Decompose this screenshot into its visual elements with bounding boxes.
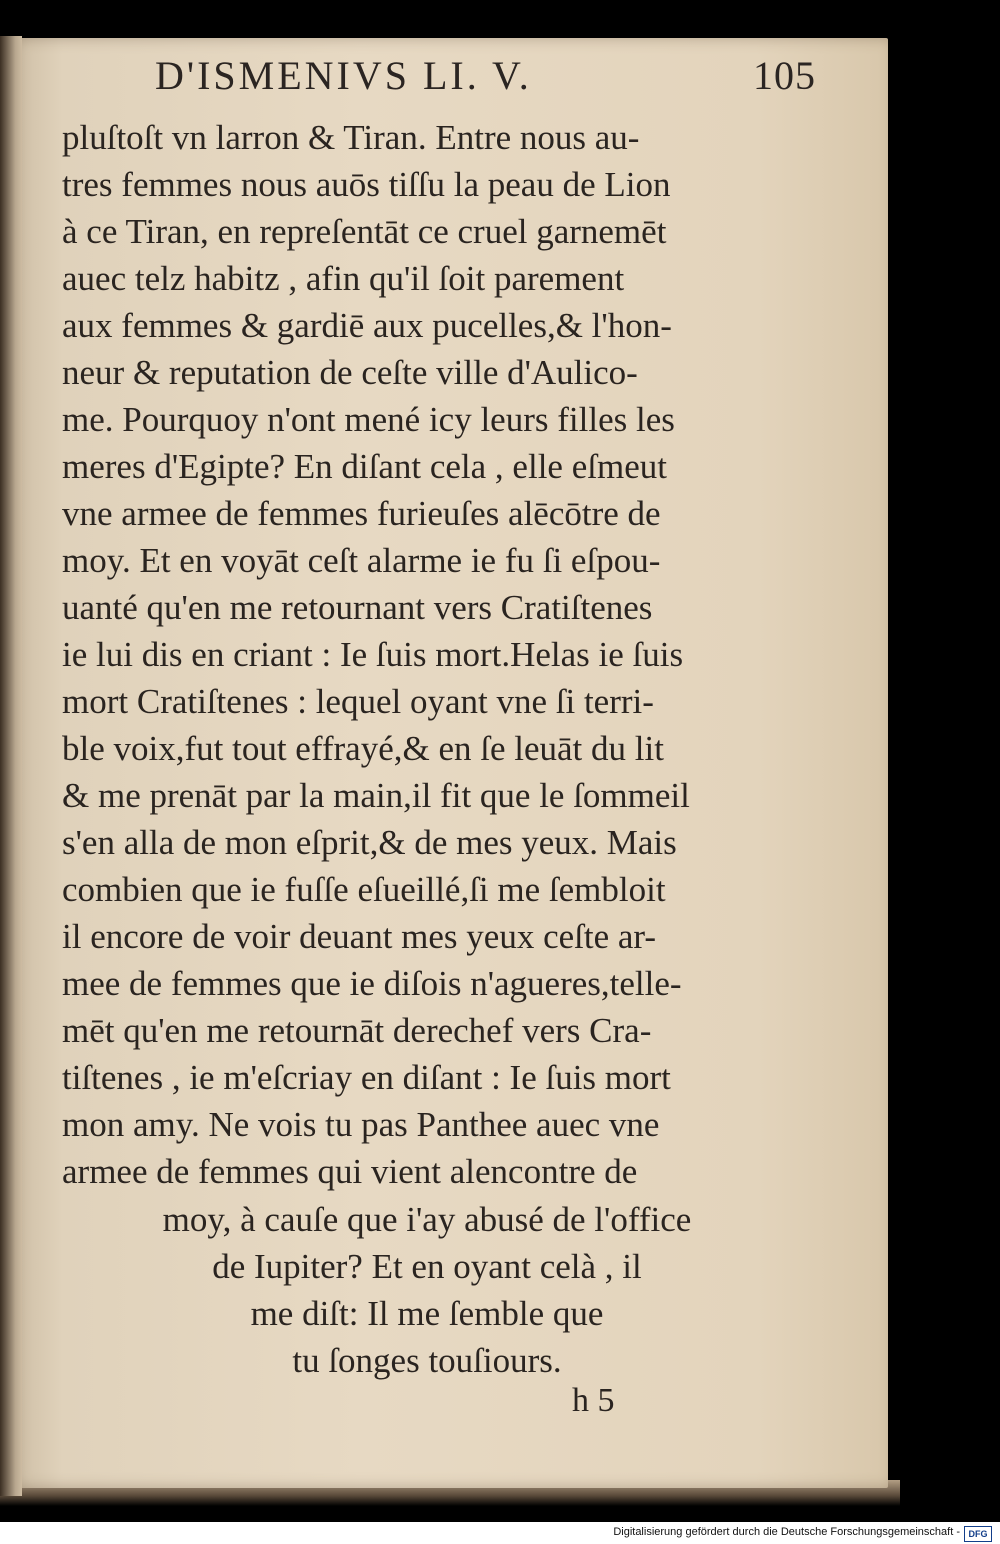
text-line: auec telz habitz , afin qu'il ſoit parement (62, 259, 625, 298)
text-line: ble voix,fut tout effrayé,& en ſe leuāt du lit (62, 729, 664, 768)
text-line: tiſtenes , ie m'eſcriay en diſant : Ie ſuis mort (62, 1058, 671, 1097)
page-number: 105 (753, 53, 816, 98)
running-head-title: D'ISMENIVS LI. V. (155, 53, 532, 98)
text-line: aux femmes & gardiē aux pucelles,& l'hon- (62, 306, 672, 345)
text-line: & me prenāt par la main,il fit que le ſommeil (62, 776, 690, 815)
text-line: ie lui dis en criant : Ie ſuis mort.Helas ie ſuis (62, 635, 684, 674)
funding-credit: Digitalisierung gefördert durch die Deutsche Forschungsgemeinschaft - (613, 1526, 960, 1538)
tail-line: de Iupiter? Et en oyant celà , il (212, 1247, 642, 1286)
tail-line: moy, à cauſe que i'ay abusé de l'office (162, 1200, 692, 1239)
signature-mark: h 5 (572, 1382, 615, 1419)
text-line: mee de femmes que ie diſois n'agueres,telle- (62, 964, 682, 1003)
text-line: me. Pourquoy n'ont mené icy leurs filles les (62, 400, 675, 439)
body-text (62, 114, 792, 1195)
text-line: il encore de voir deuant mes yeux ceſte ar- (62, 917, 657, 956)
page-gutter-edge (0, 36, 22, 1496)
text-line: mort Cratiſtenes : lequel oyant vne ſi terri- (62, 682, 654, 721)
text-line: à ce Tiran, en repreſentāt ce cruel garnemēt (62, 212, 667, 251)
text-line: meres d'Egipte? En diſant cela , elle eſmeut (62, 447, 667, 486)
text-line: tres femmes nous auōs tiſſu la peau de Lion (62, 165, 671, 204)
tail-line: me diſt: Il me ſemble que (250, 1294, 604, 1333)
text-line: neur & reputation de ceſte ville d'Aulico- (62, 353, 638, 392)
text-line: moy. Et en voyāt ceſt alarme ie fu ſi eſpou- (62, 541, 661, 580)
text-line: combien que ie fuſſe eſueillé,ſi me ſembloit (62, 870, 666, 909)
text-line: armee de femmes qui vient alencontre de (62, 1152, 638, 1191)
digitization-footer (0, 1522, 1000, 1544)
tapered-conclusion (62, 1196, 792, 1384)
running-head (155, 52, 815, 102)
text-line: pluſtoſt vn larron & Tiran. Entre nous au- (62, 118, 640, 157)
text-line: mon amy. Ne vois tu pas Panthee auec vne (62, 1105, 660, 1144)
text-line: mēt qu'en me retournāt derechef vers Cra- (62, 1011, 652, 1050)
dfg-logo-icon: DFG (964, 1526, 992, 1542)
text-line: s'en alla de mon eſprit,& de mes yeux. Mais (62, 823, 677, 862)
text-line: uanté qu'en me retournant vers Cratiſtenes (62, 588, 653, 627)
tail-line: tu ſonges touſiours. (292, 1341, 562, 1380)
text-line: vne armee de femmes furieuſes alēcōtre de (62, 494, 661, 533)
